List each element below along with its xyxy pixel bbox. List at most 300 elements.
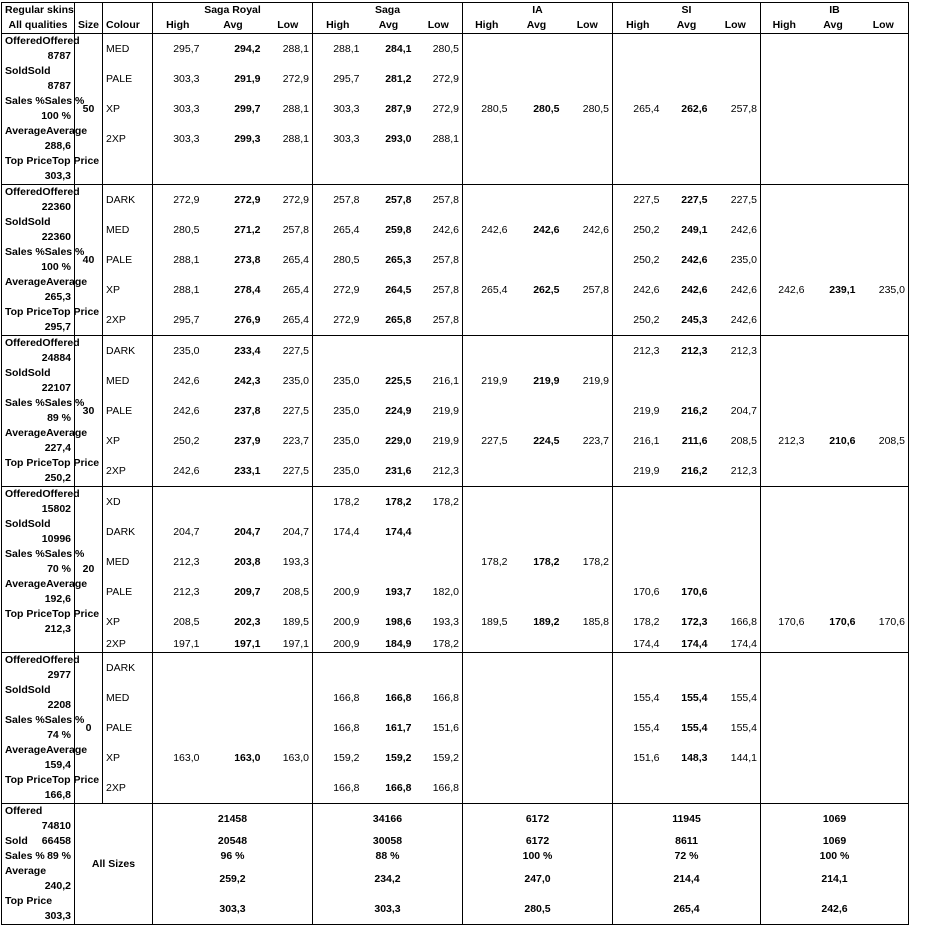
price-cell bbox=[511, 517, 563, 547]
price-cell bbox=[511, 683, 563, 713]
price-cell bbox=[203, 653, 264, 684]
price-cell bbox=[859, 577, 909, 607]
price-cell bbox=[415, 336, 463, 367]
price-cell bbox=[808, 94, 859, 124]
price-cell bbox=[463, 577, 511, 607]
price-cell: 210,6 bbox=[829, 434, 856, 447]
row-summary-value: 159,4 bbox=[44, 759, 71, 771]
price-cell bbox=[761, 653, 808, 684]
price-cell bbox=[711, 64, 761, 94]
price-cell bbox=[463, 34, 511, 65]
price-cell: 291,9 bbox=[234, 72, 261, 85]
price-cell bbox=[511, 64, 563, 94]
price-cell bbox=[859, 773, 909, 804]
price-cell: 159,2 bbox=[432, 751, 459, 764]
group-total: 11945 bbox=[613, 804, 761, 835]
price-cell: 216,1 bbox=[613, 426, 663, 456]
price-cell bbox=[563, 683, 613, 713]
table-row bbox=[2, 34, 949, 65]
price-cell: 227,5 bbox=[264, 336, 313, 367]
price-cell bbox=[808, 305, 859, 336]
totals-row bbox=[2, 804, 949, 835]
row-label: AverageAverage 192,6 bbox=[2, 577, 75, 607]
price-cell: 231,6 bbox=[385, 464, 412, 477]
price-cell bbox=[663, 366, 711, 396]
price-cell: 257,8 bbox=[282, 223, 309, 236]
price-cell bbox=[463, 396, 511, 426]
sub-header-avg: Avg bbox=[203, 18, 264, 34]
table-row bbox=[2, 275, 949, 305]
price-cell: 227,5 bbox=[613, 185, 663, 216]
price-cell: 293,0 bbox=[385, 132, 412, 145]
row-summary-value: 66458 bbox=[41, 835, 71, 847]
row-label: AverageAverage 288,6 bbox=[2, 124, 75, 154]
table-row bbox=[2, 185, 949, 216]
price-cell bbox=[761, 94, 808, 124]
price-cell bbox=[761, 215, 808, 245]
price-cell: 233,1 bbox=[234, 464, 261, 477]
price-cell: 262,6 bbox=[681, 102, 708, 115]
price-cell bbox=[511, 577, 563, 607]
price-cell: 161,7 bbox=[385, 721, 412, 734]
table-row bbox=[2, 94, 949, 124]
price-cell: 200,9 bbox=[313, 577, 363, 607]
price-cell: 178,2 bbox=[582, 555, 610, 568]
size-value: 0 bbox=[75, 653, 103, 804]
group-total: 8611 bbox=[613, 834, 761, 849]
price-cell: 303,3 bbox=[313, 124, 363, 154]
price-cell bbox=[761, 487, 808, 518]
price-cell: 272,9 bbox=[432, 72, 459, 85]
price-cell bbox=[511, 154, 563, 185]
colour-value: XP bbox=[103, 426, 153, 456]
colour-value: PALE bbox=[103, 396, 153, 426]
row-summary-value: 22360 bbox=[41, 231, 71, 243]
price-cell bbox=[563, 456, 613, 487]
price-cell: 227,5 bbox=[282, 404, 309, 417]
table-row bbox=[2, 305, 949, 336]
price-cell bbox=[859, 245, 909, 275]
price-cell bbox=[761, 683, 808, 713]
table-row bbox=[2, 245, 949, 275]
price-cell bbox=[313, 547, 363, 577]
price-cell bbox=[153, 487, 203, 518]
price-cell bbox=[808, 456, 859, 487]
price-cell: 170,6 bbox=[761, 607, 808, 637]
price-cell: 223,7 bbox=[282, 434, 309, 447]
price-cell bbox=[613, 154, 663, 185]
price-cell: 242,3 bbox=[234, 374, 261, 387]
price-cell bbox=[613, 64, 663, 94]
price-cell: 288,1 bbox=[282, 102, 309, 115]
group-total: 303,3 bbox=[313, 894, 463, 925]
price-cell bbox=[463, 517, 511, 547]
price-cell: 295,7 bbox=[153, 34, 203, 65]
price-cell bbox=[859, 94, 909, 124]
row-label: OfferedOffered 2977 bbox=[2, 653, 75, 684]
price-cell bbox=[711, 653, 761, 684]
price-cell bbox=[859, 366, 909, 396]
row-summary-value: 89 % bbox=[47, 850, 71, 862]
price-cell: 280,5 bbox=[415, 34, 463, 65]
sub-header-high: High bbox=[613, 18, 663, 34]
colour-value: 2XP bbox=[103, 773, 153, 804]
row-label: Top PriceTop Price 250,2 bbox=[2, 456, 75, 487]
price-cell bbox=[511, 245, 563, 275]
row-summary-value: 74 % bbox=[47, 729, 71, 741]
row-summary-value: 303,3 bbox=[44, 910, 71, 922]
price-cell: 170,6 bbox=[681, 585, 708, 598]
price-cell: 288,1 bbox=[282, 132, 309, 145]
price-cell: 272,9 bbox=[153, 185, 203, 216]
price-cell: 271,2 bbox=[234, 223, 261, 236]
row-summary-value: 22107 bbox=[41, 382, 71, 394]
price-cell bbox=[711, 154, 761, 185]
blank-header bbox=[103, 3, 153, 19]
price-cell bbox=[761, 336, 808, 367]
price-cell bbox=[859, 215, 909, 245]
price-cell: 197,1 bbox=[234, 638, 261, 650]
price-cell bbox=[511, 305, 563, 336]
row-summary-value: 227,4 bbox=[44, 442, 71, 454]
price-cell: 185,8 bbox=[582, 615, 610, 628]
group-header-4: SI bbox=[613, 3, 761, 19]
group-total: 6172 bbox=[463, 804, 613, 835]
price-cell: 257,8 bbox=[730, 102, 758, 115]
price-cell: 178,2 bbox=[533, 555, 560, 568]
size-value: 50 bbox=[75, 34, 103, 185]
price-cell bbox=[511, 124, 563, 154]
price-cell bbox=[264, 683, 313, 713]
price-cell: 178,2 bbox=[463, 547, 511, 577]
price-cell bbox=[663, 547, 711, 577]
price-cell: 257,8 bbox=[432, 253, 459, 266]
price-cell: 219,9 bbox=[582, 374, 610, 387]
group-total: 247,0 bbox=[463, 864, 613, 894]
price-cell bbox=[511, 34, 563, 65]
price-cell: 249,1 bbox=[681, 223, 708, 236]
price-cell bbox=[859, 653, 909, 684]
row-label: OfferedOffered 15802 bbox=[2, 487, 75, 518]
colour-value: PALE bbox=[103, 245, 153, 275]
colour-value: XP bbox=[103, 94, 153, 124]
price-cell bbox=[859, 637, 909, 653]
price-cell: 174,4 bbox=[313, 517, 363, 547]
row-label: Top PriceTop Price 166,8 bbox=[2, 773, 75, 804]
price-cell: 237,9 bbox=[234, 434, 261, 447]
price-cell bbox=[663, 487, 711, 518]
colour-value: XP bbox=[103, 275, 153, 305]
price-cell bbox=[808, 713, 859, 743]
price-cell bbox=[511, 637, 563, 653]
price-cell: 219,9 bbox=[432, 404, 459, 417]
price-cell bbox=[563, 34, 613, 65]
group-total: 265,4 bbox=[613, 894, 761, 925]
price-cell: 303,3 bbox=[153, 124, 203, 154]
price-cell: 223,7 bbox=[582, 434, 610, 447]
price-cell: 233,4 bbox=[203, 336, 264, 367]
price-cell bbox=[761, 185, 808, 216]
price-cell bbox=[808, 396, 859, 426]
sub-header-high: High bbox=[313, 18, 363, 34]
price-cell: 193,3 bbox=[432, 615, 459, 628]
price-cell bbox=[613, 517, 663, 547]
price-cell: 174,4 bbox=[681, 638, 708, 650]
price-cell: 280,5 bbox=[463, 94, 511, 124]
price-cell: 170,6 bbox=[613, 577, 663, 607]
table-row bbox=[2, 653, 949, 684]
price-cell: 235,0 bbox=[282, 374, 309, 387]
group-header-2: Saga bbox=[313, 3, 463, 19]
price-cell bbox=[264, 773, 313, 804]
price-cell: 174,4 bbox=[730, 638, 758, 650]
price-cell: 265,3 bbox=[385, 253, 412, 266]
price-cell: 250,2 bbox=[153, 426, 203, 456]
price-cell: 166,8 bbox=[730, 615, 758, 628]
price-cell bbox=[761, 366, 808, 396]
sub-header-low: Low bbox=[563, 18, 613, 34]
price-cell: 257,8 bbox=[432, 313, 459, 326]
price-cell bbox=[808, 487, 859, 518]
colour-value: XP bbox=[103, 607, 153, 637]
price-cell: 208,5 bbox=[730, 434, 758, 447]
price-cell bbox=[563, 713, 613, 743]
price-cell: 242,6 bbox=[153, 456, 203, 487]
price-cell: 276,9 bbox=[234, 313, 261, 326]
size-header: Size bbox=[75, 18, 103, 34]
price-cell: 272,9 bbox=[203, 185, 264, 216]
colour-value: DARK bbox=[103, 336, 153, 367]
price-cell bbox=[808, 124, 859, 154]
price-cell: 303,3 bbox=[313, 94, 363, 124]
price-cell: 265,4 bbox=[282, 283, 309, 296]
row-label: Top PriceTop Price 303,3 bbox=[2, 154, 75, 185]
price-cell bbox=[808, 215, 859, 245]
price-cell: 227,5 bbox=[663, 185, 711, 216]
colour-value: 2XP bbox=[103, 305, 153, 336]
price-cell bbox=[153, 653, 203, 684]
price-cell: 295,7 bbox=[153, 305, 203, 336]
price-cell bbox=[859, 154, 909, 185]
price-cell: 242,6 bbox=[730, 313, 758, 326]
row-label: Average 240,2 bbox=[2, 864, 75, 894]
price-cell: 172,3 bbox=[681, 615, 708, 628]
price-cell bbox=[808, 245, 859, 275]
row-summary-value: 192,6 bbox=[44, 593, 71, 605]
price-cell bbox=[415, 517, 463, 547]
price-cell bbox=[563, 336, 613, 367]
price-cell: 229,0 bbox=[385, 434, 412, 447]
row-label: SoldSold 8787 bbox=[2, 64, 75, 94]
row-label: AverageAverage 227,4 bbox=[2, 426, 75, 456]
row-summary-value: 295,7 bbox=[44, 321, 71, 333]
price-cell bbox=[153, 773, 203, 804]
group-total: 214,1 bbox=[761, 864, 909, 894]
colour-value: 2XP bbox=[103, 124, 153, 154]
price-cell bbox=[761, 154, 808, 185]
price-cell bbox=[511, 743, 563, 773]
price-cell: 257,8 bbox=[582, 283, 610, 296]
price-cell: 224,5 bbox=[533, 434, 560, 447]
price-cell: 242,6 bbox=[432, 223, 459, 236]
group-total: 21458 bbox=[153, 804, 313, 835]
colour-value: 2XP bbox=[103, 456, 153, 487]
price-cell: 288,1 bbox=[264, 34, 313, 65]
price-cell bbox=[563, 305, 613, 336]
group-total: 6172 bbox=[463, 834, 613, 849]
table-row bbox=[2, 64, 949, 94]
price-cell: 262,5 bbox=[533, 283, 560, 296]
sub-header-avg: Avg bbox=[808, 18, 859, 34]
price-cell bbox=[511, 713, 563, 743]
price-cell: 166,8 bbox=[313, 713, 363, 743]
colour-header: Colour bbox=[103, 18, 153, 34]
price-cell: 250,2 bbox=[613, 305, 663, 336]
price-cell bbox=[859, 683, 909, 713]
price-cell: 211,6 bbox=[681, 434, 708, 447]
group-total: 20548 bbox=[153, 834, 313, 849]
price-cell: 166,8 bbox=[385, 691, 412, 704]
group-total: 30058 bbox=[313, 834, 463, 849]
price-cell: 155,4 bbox=[613, 713, 663, 743]
price-cell: 198,6 bbox=[385, 615, 412, 628]
price-cell bbox=[563, 517, 613, 547]
price-cell bbox=[711, 577, 761, 607]
price-cell bbox=[203, 683, 264, 713]
sub-header-avg: Avg bbox=[663, 18, 711, 34]
row-summary-value: 24884 bbox=[41, 352, 71, 364]
price-cell: 242,6 bbox=[153, 366, 203, 396]
price-cell bbox=[859, 396, 909, 426]
price-cell bbox=[859, 517, 909, 547]
price-cell bbox=[859, 547, 909, 577]
price-cell: 281,2 bbox=[385, 72, 412, 85]
price-cell bbox=[563, 154, 613, 185]
price-cell: 278,4 bbox=[234, 283, 261, 296]
price-cell bbox=[761, 245, 808, 275]
price-cell bbox=[808, 517, 859, 547]
price-cell: 197,1 bbox=[153, 637, 203, 653]
price-cell: 288,1 bbox=[153, 245, 203, 275]
price-cell bbox=[463, 124, 511, 154]
table-row bbox=[2, 517, 949, 547]
colour-value: PALE bbox=[103, 64, 153, 94]
price-cell: 204,7 bbox=[282, 525, 309, 538]
price-cell bbox=[264, 487, 313, 518]
price-cell: 219,9 bbox=[533, 374, 560, 387]
price-cell: 303,3 bbox=[153, 64, 203, 94]
price-cell bbox=[203, 713, 264, 743]
table-row bbox=[2, 215, 949, 245]
price-cell bbox=[363, 154, 415, 185]
price-cell: 242,6 bbox=[153, 396, 203, 426]
table-row bbox=[2, 396, 949, 426]
price-cell bbox=[511, 487, 563, 518]
price-cell: 159,2 bbox=[313, 743, 363, 773]
price-cell bbox=[859, 336, 909, 367]
price-cell bbox=[663, 34, 711, 65]
price-cell bbox=[153, 154, 203, 185]
price-cell: 200,9 bbox=[313, 607, 363, 637]
row-label: SoldSold 2208 bbox=[2, 683, 75, 713]
colour-value: MED bbox=[103, 34, 153, 65]
group-total: 1069 bbox=[761, 834, 909, 849]
price-cell: 202,3 bbox=[234, 615, 261, 628]
header-row-sub bbox=[2, 18, 949, 34]
row-summary-value: 166,8 bbox=[44, 789, 71, 801]
colour-value: MED bbox=[103, 215, 153, 245]
colour-value: MED bbox=[103, 366, 153, 396]
price-cell bbox=[859, 185, 909, 216]
price-cell: 235,0 bbox=[313, 456, 363, 487]
price-cell bbox=[859, 456, 909, 487]
price-cell bbox=[711, 773, 761, 804]
price-cell bbox=[153, 713, 203, 743]
price-cell: 155,4 bbox=[681, 721, 708, 734]
price-cell bbox=[808, 366, 859, 396]
price-cell: 259,8 bbox=[385, 223, 412, 236]
price-cell: 212,3 bbox=[613, 336, 663, 367]
price-cell: 178,2 bbox=[613, 607, 663, 637]
row-label: Sold 66458 bbox=[2, 834, 75, 849]
row-summary-value: 8787 bbox=[47, 50, 71, 62]
price-cell bbox=[761, 517, 808, 547]
price-cell: 257,8 bbox=[313, 185, 363, 216]
price-cell: 212,3 bbox=[711, 336, 761, 367]
price-cell bbox=[808, 547, 859, 577]
colour-value: XP bbox=[103, 743, 153, 773]
price-cell: 288,1 bbox=[153, 275, 203, 305]
price-cell bbox=[153, 683, 203, 713]
price-cell: 155,4 bbox=[681, 691, 708, 704]
group-total: 303,3 bbox=[153, 894, 313, 925]
price-cell: 170,6 bbox=[859, 607, 909, 637]
price-cell: 166,8 bbox=[313, 683, 363, 713]
price-cell bbox=[711, 547, 761, 577]
price-cell bbox=[711, 366, 761, 396]
row-label: Sales %Sales % 74 % bbox=[2, 713, 75, 743]
price-cell: 178,2 bbox=[363, 487, 415, 518]
row-label: Sales %Sales % 70 % bbox=[2, 547, 75, 577]
price-cell: 189,5 bbox=[282, 615, 309, 628]
price-cell: 225,5 bbox=[385, 374, 412, 387]
price-cell: 212,3 bbox=[432, 464, 459, 477]
price-cell: 197,1 bbox=[282, 638, 309, 650]
price-cell: 174,4 bbox=[385, 525, 412, 538]
price-cell: 163,0 bbox=[234, 751, 261, 764]
row-label: Sales %Sales % 100 % bbox=[2, 94, 75, 124]
price-cell bbox=[613, 653, 663, 684]
table-row bbox=[2, 637, 949, 653]
size-value: 40 bbox=[75, 185, 103, 336]
price-cell: 216,1 bbox=[432, 374, 459, 387]
price-cell bbox=[711, 34, 761, 65]
price-cell bbox=[511, 653, 563, 684]
price-cell bbox=[761, 547, 808, 577]
price-cell: 163,0 bbox=[153, 743, 203, 773]
price-cell: 163,0 bbox=[282, 751, 309, 764]
price-cell: 257,8 bbox=[363, 185, 415, 216]
row-label: OfferedOffered 22360 bbox=[2, 185, 75, 216]
price-cell bbox=[761, 743, 808, 773]
price-cell: 155,4 bbox=[730, 721, 758, 734]
price-cell bbox=[264, 154, 313, 185]
price-cell bbox=[511, 336, 563, 367]
row-summary-value: 15802 bbox=[41, 503, 71, 515]
table-row bbox=[2, 426, 949, 456]
price-cell bbox=[663, 124, 711, 154]
group-total: 96 % bbox=[153, 849, 313, 864]
